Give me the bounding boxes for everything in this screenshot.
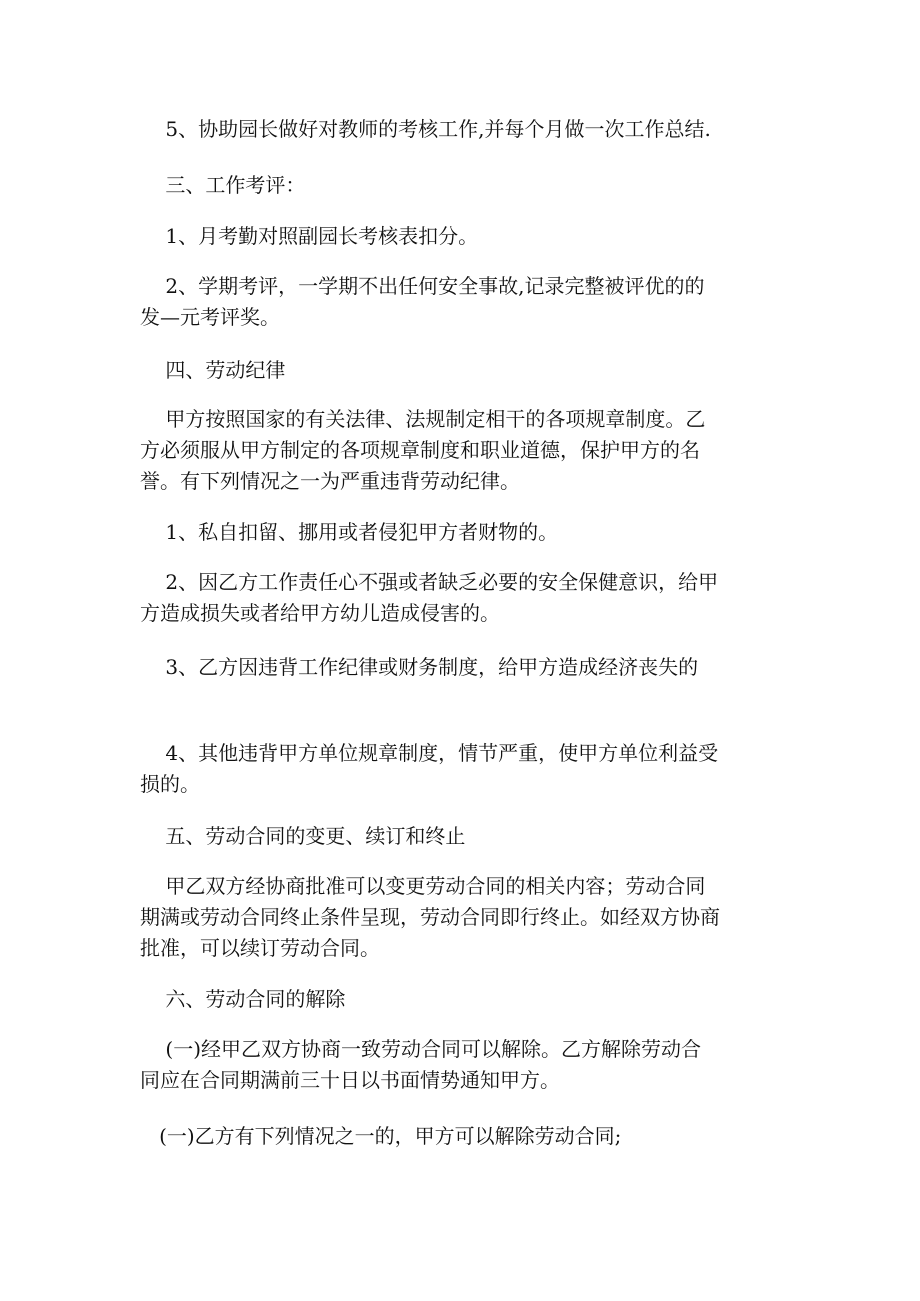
text-line: 损的。 [140,772,200,796]
paragraph-13 [140,984,780,1015]
text-line: 方必须服从甲方制定的各项规章制度和职业道德，保护甲方的名 [140,438,700,462]
text-line: 五、劳动合同的变更、续订和终止 [140,824,466,848]
paragraph-9 [140,652,780,683]
text-line: 四、劳动纪律 [140,358,286,382]
text-line: 甲乙双方经协商批准可以变更劳动合同的相关内容；劳动合同 [140,874,706,898]
text-line: 4、其他违背甲方单位规章制度，情节严重，使甲方单位利益受 [140,741,719,765]
text-line: 3、乙方因违背工作纪律或财务制度，给甲方造成经济丧失的 [140,655,699,679]
paragraph-15 [140,1121,780,1152]
paragraph-5 [140,355,780,386]
text-line: 1、月考勤对照副园长考核表扣分。 [140,224,479,248]
text-line: 期满或劳动合同终止条件呈现，劳动合同即行终止。如经双方协商 [140,905,720,929]
text-line: (一)乙方有下列情况之一的，甲方可以解除劳动合同; [140,1124,622,1148]
paragraph-6 [140,404,780,497]
text-line: 2、学期考评，一学期不出任何安全事故,记录完整被评优的的 [140,274,705,298]
text-line: 方造成损失或者给甲方幼儿造成侵害的。 [140,601,500,625]
text-line: (一)经甲乙双方协商一致劳动合同可以解除。乙方解除劳动合 [140,1037,702,1061]
paragraph-1 [140,114,780,145]
paragraph-12 [140,871,780,964]
text-line: 5、协助园长做好对教师的考核工作,并每个月做一次工作总结. [140,117,711,141]
text-line: 甲方按照国家的有关法律、法规制定相干的各项规章制度。乙 [140,407,706,431]
text-line: 六、劳动合同的解除 [140,987,346,1011]
text-line: 1、私自扣留、挪用或者侵犯甲方者财物的。 [140,520,559,544]
text-line: 2、因乙方工作责任心不强或者缺乏必要的安全保健意识，给甲 [140,570,719,594]
paragraph-8 [140,567,780,629]
paragraph-14 [140,1034,780,1096]
text-line: 发—元考评奖。 [140,305,280,329]
paragraph-3 [140,221,780,252]
paragraph-11 [140,821,780,852]
paragraph-10 [140,738,780,800]
text-line: 三、工作考评： [140,173,306,197]
text-line: 批准，可以续订劳动合同。 [140,936,380,960]
paragraph-2 [140,170,780,201]
paragraph-4 [140,271,780,333]
text-line: 同应在合同期满前三十日以书面情势通知甲方。 [140,1068,560,1092]
paragraph-7 [140,517,780,548]
text-line: 誉。有下列情况之一为严重违背劳动纪律。 [140,469,520,493]
